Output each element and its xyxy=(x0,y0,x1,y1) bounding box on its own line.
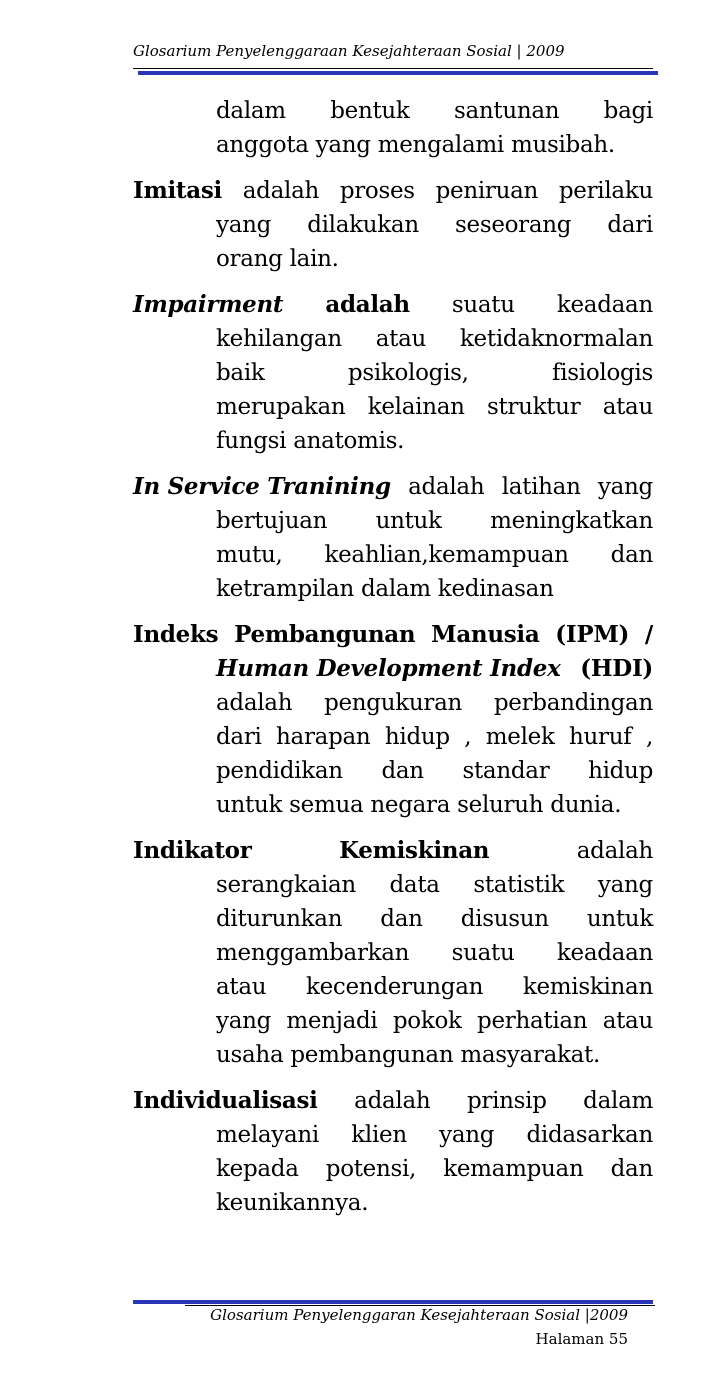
text-line xyxy=(133,504,653,538)
word: atau xyxy=(602,394,653,420)
word: suatu xyxy=(451,940,515,966)
entry-term: Individualisasi xyxy=(133,1087,318,1114)
text-line xyxy=(133,390,653,424)
word: klien xyxy=(351,1122,407,1148)
word: dan xyxy=(610,1156,653,1182)
glossary-entries xyxy=(133,94,653,1232)
word: bertujuan xyxy=(216,508,328,534)
word: anggota yang mengalami musibah. xyxy=(216,132,615,158)
word: atau xyxy=(602,1008,653,1034)
word: pendidikan xyxy=(216,758,343,784)
header-rule-thick xyxy=(138,71,658,75)
word: potensi, xyxy=(325,1156,417,1182)
text-line xyxy=(133,1152,653,1186)
page-number: Halaman 55 xyxy=(535,1330,628,1348)
word: statistik xyxy=(473,872,565,898)
text-line xyxy=(133,936,653,970)
word: yang xyxy=(597,872,653,898)
text-line xyxy=(133,970,653,1004)
word: struktur xyxy=(486,394,581,420)
word: menggambarkan xyxy=(216,940,410,966)
text-line xyxy=(133,686,653,720)
word: kehilangan xyxy=(216,326,342,352)
text-line xyxy=(133,128,653,162)
word: fungsi anatomis. xyxy=(216,428,405,454)
text-line xyxy=(133,356,653,390)
text-line xyxy=(133,1118,653,1152)
word: hidup xyxy=(588,758,653,784)
word: adalah xyxy=(242,178,319,204)
word: merupakan xyxy=(216,394,346,420)
entry-term: Imitasi xyxy=(133,177,222,204)
word: dan xyxy=(381,758,424,784)
word: harapan xyxy=(276,724,371,750)
word: dan xyxy=(380,906,423,932)
text-line xyxy=(133,242,653,276)
text-line xyxy=(133,322,653,356)
word: yang xyxy=(216,1008,272,1034)
entry-term: Impairment xyxy=(133,291,284,318)
glossary-entry-impairment xyxy=(133,288,653,458)
word: yang xyxy=(439,1122,495,1148)
header-rule-thin xyxy=(133,68,653,69)
text-line xyxy=(133,470,653,504)
word: untuk semua negara seluruh dunia. xyxy=(216,792,622,818)
glossary-entry-indikator-kemiskinan xyxy=(133,834,653,1072)
word: adalah xyxy=(576,838,653,864)
text-line xyxy=(133,652,653,686)
word: perilaku xyxy=(558,178,653,204)
word: huruf xyxy=(569,724,632,750)
entry-term: Indikator xyxy=(133,837,252,864)
word: untuk xyxy=(375,508,442,534)
running-footer: Glosarium Penyelenggaran Kesejahteraan Sosial |2009 xyxy=(210,1306,628,1324)
text-line xyxy=(133,288,653,322)
glossary-entry-individualisasi xyxy=(133,1084,653,1220)
text-line xyxy=(133,754,653,788)
text-line xyxy=(133,902,653,936)
word: standar xyxy=(462,758,550,784)
entry-term: Human Development Index xyxy=(216,655,561,682)
word: latihan xyxy=(501,474,581,500)
entry-term: In Service Tranining xyxy=(133,473,391,500)
word: atau xyxy=(375,326,427,352)
entry-term: Indeks xyxy=(133,621,219,648)
word: meningkatkan xyxy=(490,508,653,534)
word: keadaan xyxy=(556,940,653,966)
word: melek xyxy=(485,724,555,750)
word: serangkaian xyxy=(216,872,356,898)
word: keadaan xyxy=(556,292,653,318)
word: pokok xyxy=(392,1008,462,1034)
word: dan xyxy=(610,542,653,568)
word: dalam xyxy=(583,1088,653,1114)
word: prinsip xyxy=(466,1088,547,1114)
word: perhatian xyxy=(477,1008,588,1034)
word: mutu, xyxy=(216,542,283,568)
word: keunikannya. xyxy=(216,1190,369,1216)
word: , xyxy=(464,724,472,750)
text-line xyxy=(133,208,653,242)
word: suatu xyxy=(451,292,515,318)
running-header: Glosarium Penyelenggaraan Kesejahteraan Sosial | 2009 xyxy=(133,42,565,60)
word: dalam xyxy=(216,98,286,124)
word: , xyxy=(645,724,653,750)
text-line xyxy=(133,1004,653,1038)
word: melayani xyxy=(216,1122,319,1148)
word: disusun xyxy=(460,906,549,932)
word: psikologis, xyxy=(347,360,469,386)
word: dari xyxy=(216,724,262,750)
word: kemampuan xyxy=(443,1156,584,1182)
word: data xyxy=(389,872,440,898)
word: dari xyxy=(607,212,653,238)
word: hidup xyxy=(384,724,450,750)
word: kemiskinan xyxy=(522,974,653,1000)
word: yang xyxy=(216,212,272,238)
word: diturunkan xyxy=(216,906,343,932)
word: yang xyxy=(597,474,653,500)
text-line xyxy=(133,834,653,868)
text-line xyxy=(133,1038,653,1072)
word: fisiologis xyxy=(552,360,653,386)
text-line xyxy=(133,788,653,822)
glossary-entry-in-service-training xyxy=(133,470,653,606)
text-line xyxy=(133,1186,653,1220)
word: santunan xyxy=(453,98,560,124)
entry-term: Manusia xyxy=(431,621,540,648)
glossary-entry-ipm xyxy=(133,618,653,822)
word: didasarkan xyxy=(526,1122,653,1148)
word: adalah xyxy=(354,1088,431,1114)
word: ketidaknormalan xyxy=(459,326,653,352)
entry-term: / xyxy=(644,621,653,648)
word: proses xyxy=(339,178,415,204)
word: adalah xyxy=(325,291,410,318)
word: kecenderungan xyxy=(305,974,484,1000)
footer-rule-thick xyxy=(133,1300,653,1304)
word: ketrampilan dalam kedinasan xyxy=(216,576,554,602)
entry-term: (IPM) xyxy=(555,621,630,648)
word: perbandingan xyxy=(493,690,653,716)
word: kelainan xyxy=(367,394,465,420)
text-line xyxy=(133,538,653,572)
entry-term: Pembangunan xyxy=(234,621,416,648)
text-line xyxy=(133,94,653,128)
word: peniruan xyxy=(435,178,539,204)
glossary-entry-imitasi xyxy=(133,174,653,276)
text-line xyxy=(133,424,653,458)
word: kepada xyxy=(216,1156,299,1182)
word: orang lain. xyxy=(216,246,339,272)
text-line xyxy=(133,174,653,208)
word: menjadi xyxy=(286,1008,378,1034)
entry-term: (HDI) xyxy=(580,655,653,682)
word: dilakukan xyxy=(307,212,419,238)
word: atau xyxy=(216,974,267,1000)
word: untuk xyxy=(586,906,653,932)
word: adalah xyxy=(408,474,485,500)
word: keahlian,kemampuan xyxy=(324,542,569,568)
word: seseorang xyxy=(455,212,572,238)
word: adalah xyxy=(216,690,293,716)
glossary-entry-continuation xyxy=(133,94,653,162)
word: bagi xyxy=(603,98,653,124)
text-line xyxy=(133,618,653,652)
text-line xyxy=(133,720,653,754)
text-line xyxy=(133,572,653,606)
entry-term: Kemiskinan xyxy=(339,837,490,864)
word: baik xyxy=(216,360,265,386)
word: pengukuran xyxy=(324,690,463,716)
word: bentuk xyxy=(330,98,410,124)
text-line xyxy=(133,868,653,902)
text-line xyxy=(133,1084,653,1118)
word: usaha pembangunan masyarakat. xyxy=(216,1042,600,1068)
